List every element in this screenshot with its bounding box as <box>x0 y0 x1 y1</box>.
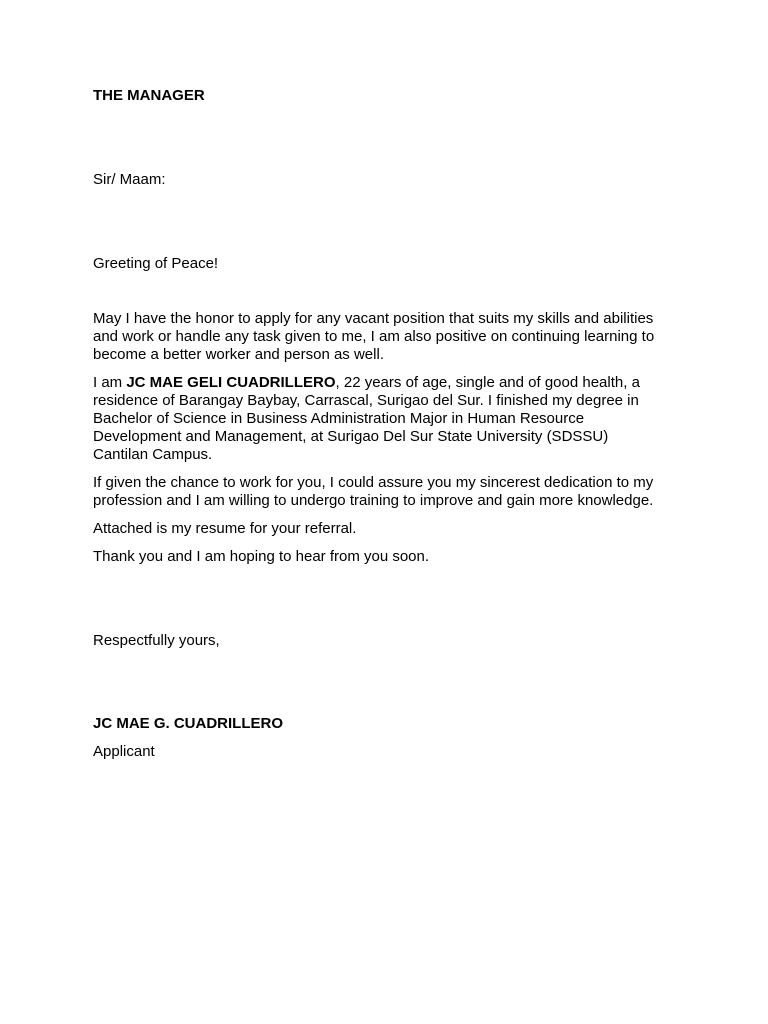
paragraph-thanks: Thank you and I am hoping to hear from you soon. <box>93 548 430 565</box>
intro-text: I am <box>93 374 127 391</box>
paragraph-application <box>93 310 693 364</box>
paragraph-line: and work or handle any task given to me, I am also positive on continuing learning to <box>93 328 655 345</box>
signature-name: JC MAE G. CUADRILLERO <box>93 715 284 732</box>
recipient-heading: THE MANAGER <box>93 87 205 104</box>
paragraph-line: residence of Barangay Baybay, Carrascal, Surigao del Sur. I finished my degree in <box>93 392 639 409</box>
paragraph-line: become a better worker and person as well. <box>93 346 384 363</box>
signature-title: Applicant <box>93 743 155 760</box>
paragraph-attachment: Attached is my resume for your referral. <box>93 520 357 537</box>
paragraph-line: Development and Management, at Surigao Del Sur State University (SDSSU) <box>93 428 609 445</box>
salutation: Sir/ Maam: <box>93 171 166 188</box>
paragraph-line: Bachelor of Science in Business Administration Major in Human Resource <box>93 410 585 427</box>
paragraph-introduction <box>93 374 693 464</box>
paragraph-line: Cantilan Campus. <box>93 446 213 463</box>
paragraph-line: If given the chance to work for you, I could assure you my sincerest dedication to my <box>93 474 654 491</box>
paragraph-dedication <box>93 474 693 510</box>
paragraph-line <box>93 374 693 392</box>
paragraph-line: profession and I am willing to undergo training to improve and gain more knowledge. <box>93 492 654 509</box>
applicant-full-name: JC MAE GELI CUADRILLERO <box>126 374 336 391</box>
paragraph-line: May I have the honor to apply for any vacant position that suits my skills and abilities <box>93 310 654 327</box>
intro-rest: , 22 years of age, single and of good health, a <box>335 374 640 391</box>
closing: Respectfully yours, <box>93 632 220 649</box>
greeting: Greeting of Peace! <box>93 255 219 272</box>
